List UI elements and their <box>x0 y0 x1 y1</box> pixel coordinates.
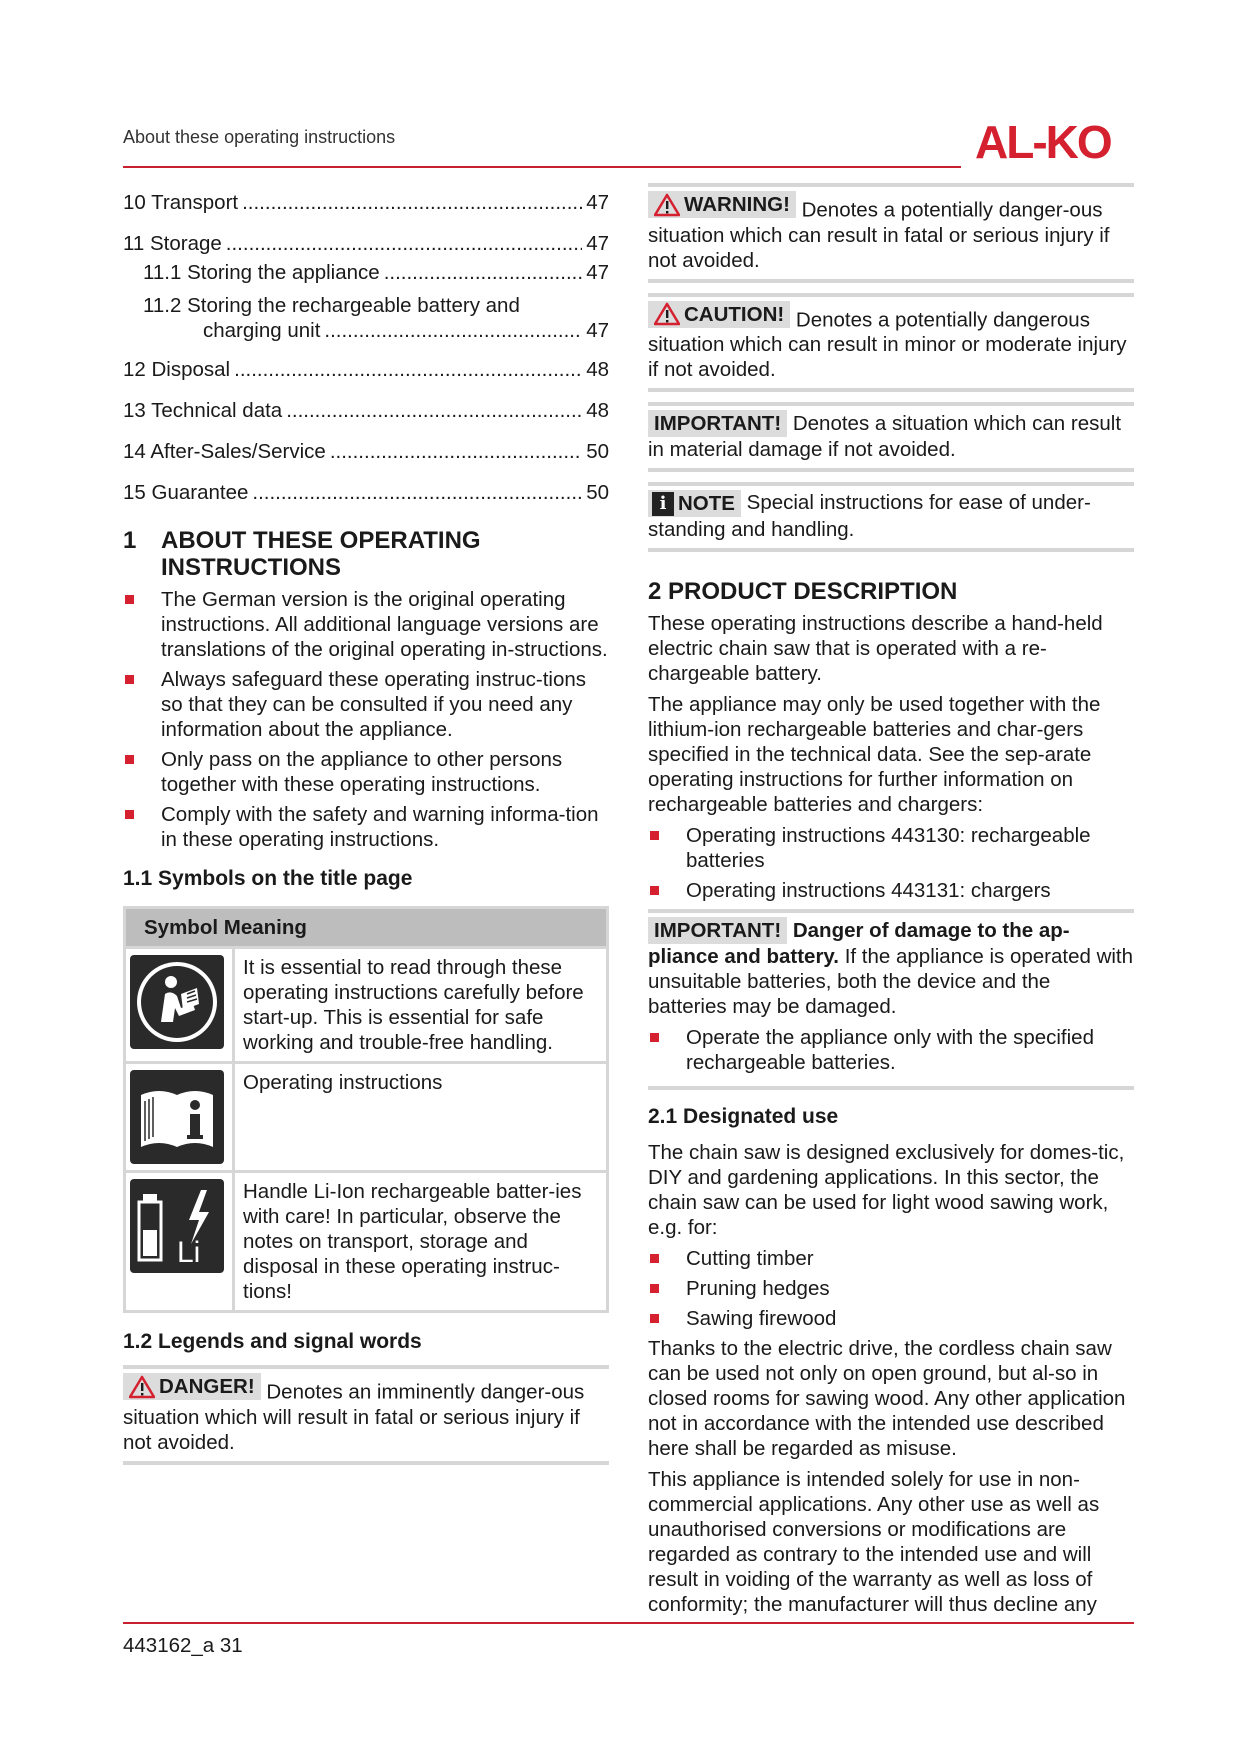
section-1-1-heading: 1.1 Symbols on the title page <box>123 867 413 890</box>
paragraph: These operating instructions describe a hand-held electric chain saw that is operated with a re-chargeable battery. <box>648 612 1103 685</box>
toc-entry: 10 Transport ..... 47 <box>123 190 609 215</box>
warning-triangle-icon <box>129 1375 155 1399</box>
table-of-contents <box>123 190 609 505</box>
list-item: The German version is the original operating instructions. All additional language versions are translations of the original operating in-structions. <box>123 587 609 662</box>
list-item: Operating instructions 443131: chargers <box>648 878 1134 903</box>
svg-text:Li: Li <box>177 1236 201 1268</box>
symbols-table <box>123 906 609 1313</box>
list-item: Sawing firewood <box>648 1306 1134 1331</box>
table-row <box>125 1063 608 1172</box>
paragraph: The chain saw is designed exclusively for domes-tic, DIY and gardening applications. In this sector, the chain saw can be used for light wood sawing work, e.g. for: <box>648 1141 1125 1239</box>
section-2-1-heading: 2.1 Designated use <box>648 1105 839 1128</box>
note-notice: i NOTE Special instructions for ease of under-standing and handling. <box>648 482 1134 552</box>
list-item: Always safeguard these operating instruc-tions so that they can be consulted if you need any information about the appliance. <box>123 667 609 742</box>
info-icon: i <box>652 492 674 516</box>
paragraph: The appliance may only be used together with the lithium-ion rechargeable batteries and char-gers specified in the technical data. See the sep-arate operating instructions for further information on rechargeable batteries and chargers: <box>648 693 1101 816</box>
use-bullets <box>648 1246 1134 1331</box>
section-2-bullets <box>648 823 1134 903</box>
running-header: About these operating instructions <box>123 127 396 147</box>
table-header: Symbol Meaning <box>125 908 608 948</box>
page-footer: 443162_a 31 <box>123 1634 243 1657</box>
symbol-meaning: It is essential to read through these operating instructions carefully before start-up. This is essential for safe working and trouble-free handling. <box>234 948 608 1063</box>
li-ion-battery-icon <box>130 1179 224 1273</box>
caution-notice: CAUTION! Denotes a potentially dangerous situation which can result in minor or moderate injury if not avoided. <box>648 293 1134 393</box>
header-rule <box>123 166 961 168</box>
signal-word: DANGER! <box>159 1375 255 1398</box>
toc-entry: 11 Storage ..... 47 <box>123 231 609 256</box>
reading-manual-icon <box>130 955 224 1049</box>
table-row <box>125 948 608 1063</box>
paragraph: This appliance is intended solely for use in non-commercial applications. Any other use as well as unauthorised conversions or modifications are regarded as contrary to the intended use and will result in voiding of the warranty as well as loss of conformity; the manufacturer will thus decline any <box>648 1468 1100 1616</box>
toc-entry: 14 After-Sales/Service ..... 50 <box>123 439 609 464</box>
table-row <box>125 1172 608 1312</box>
list-item: Pruning hedges <box>648 1276 1134 1301</box>
toc-entry: 13 Technical data ..... 48 <box>123 398 609 423</box>
paragraph: Thanks to the electric drive, the cordless chain saw can be used not only on open ground, but al-so in closed rooms for sawing wood. Any other application not in accordance with the intended use described here shall be regarded as misuse. <box>648 1337 1126 1460</box>
symbol-meaning: Operating instructions <box>234 1063 608 1172</box>
signal-word: IMPORTANT! <box>648 917 787 944</box>
signal-word: IMPORTANT! <box>648 410 787 437</box>
right-column <box>648 183 1134 1623</box>
section-1-bullets <box>123 587 609 852</box>
important-notice: IMPORTANT! Denotes a situation which can result in material damage if not avoided. <box>648 402 1134 472</box>
toc-entry: 11.1 Storing the appliance ..... 47 <box>123 260 609 285</box>
danger-notice: DANGER! Denotes an imminently danger-ous situation which will result in fatal or serious injury if not avoided. <box>123 1365 609 1465</box>
footer-rule <box>123 1622 1134 1624</box>
list-item: Comply with the safety and warning informa-tion in these operating instructions. <box>123 802 609 852</box>
signal-word: CAUTION! <box>684 302 785 326</box>
toc-entry: 11.2 Storing the rechargeable battery and charging unit ..... 47 <box>123 293 609 343</box>
list-item: Cutting timber <box>648 1246 1134 1271</box>
important-notice: IMPORTANT! Danger of damage to the ap-pliance and battery. If the appliance is operated with unsuitable batteries, both the device and the batteries may be damaged. Operate the appliance only with the specified rechargeable batteries. <box>648 909 1134 1090</box>
warning-triangle-icon <box>654 302 680 326</box>
list-item: Operating instructions 443130: rechargeable batteries <box>648 823 1134 873</box>
section-1-heading: 1 ABOUT THESE OPERATING INSTRUCTIONS <box>123 527 481 581</box>
al-ko-logo <box>975 116 1135 164</box>
signal-word: NOTE <box>678 492 735 515</box>
list-item: Operate the appliance only with the specified rechargeable batteries. <box>648 1025 1134 1075</box>
toc-entry: 12 Disposal ..... 48 <box>123 357 609 382</box>
section-1-2-heading: 1.2 Legends and signal words <box>123 1330 422 1353</box>
list-item: Only pass on the appliance to other persons together with these operating instructions. <box>123 747 609 797</box>
left-column <box>123 190 609 1475</box>
warning-triangle-icon <box>654 193 680 217</box>
svg-text:AL-KO: AL-KO <box>975 116 1111 164</box>
book-info-icon <box>130 1070 224 1164</box>
signal-word: WARNING! <box>684 193 790 216</box>
section-2-heading: 2 PRODUCT DESCRIPTION <box>648 578 958 605</box>
symbol-meaning: Handle Li-Ion rechargeable batter-ies with care! In particular, observe the notes on transport, storage and disposal in these operating instruc-tions! <box>234 1172 608 1312</box>
toc-entry: 15 Guarantee ..... 50 <box>123 480 609 505</box>
warning-notice: WARNING! Denotes a potentially danger-ous situation which can result in fatal or serious injury if not avoided. <box>648 183 1134 283</box>
